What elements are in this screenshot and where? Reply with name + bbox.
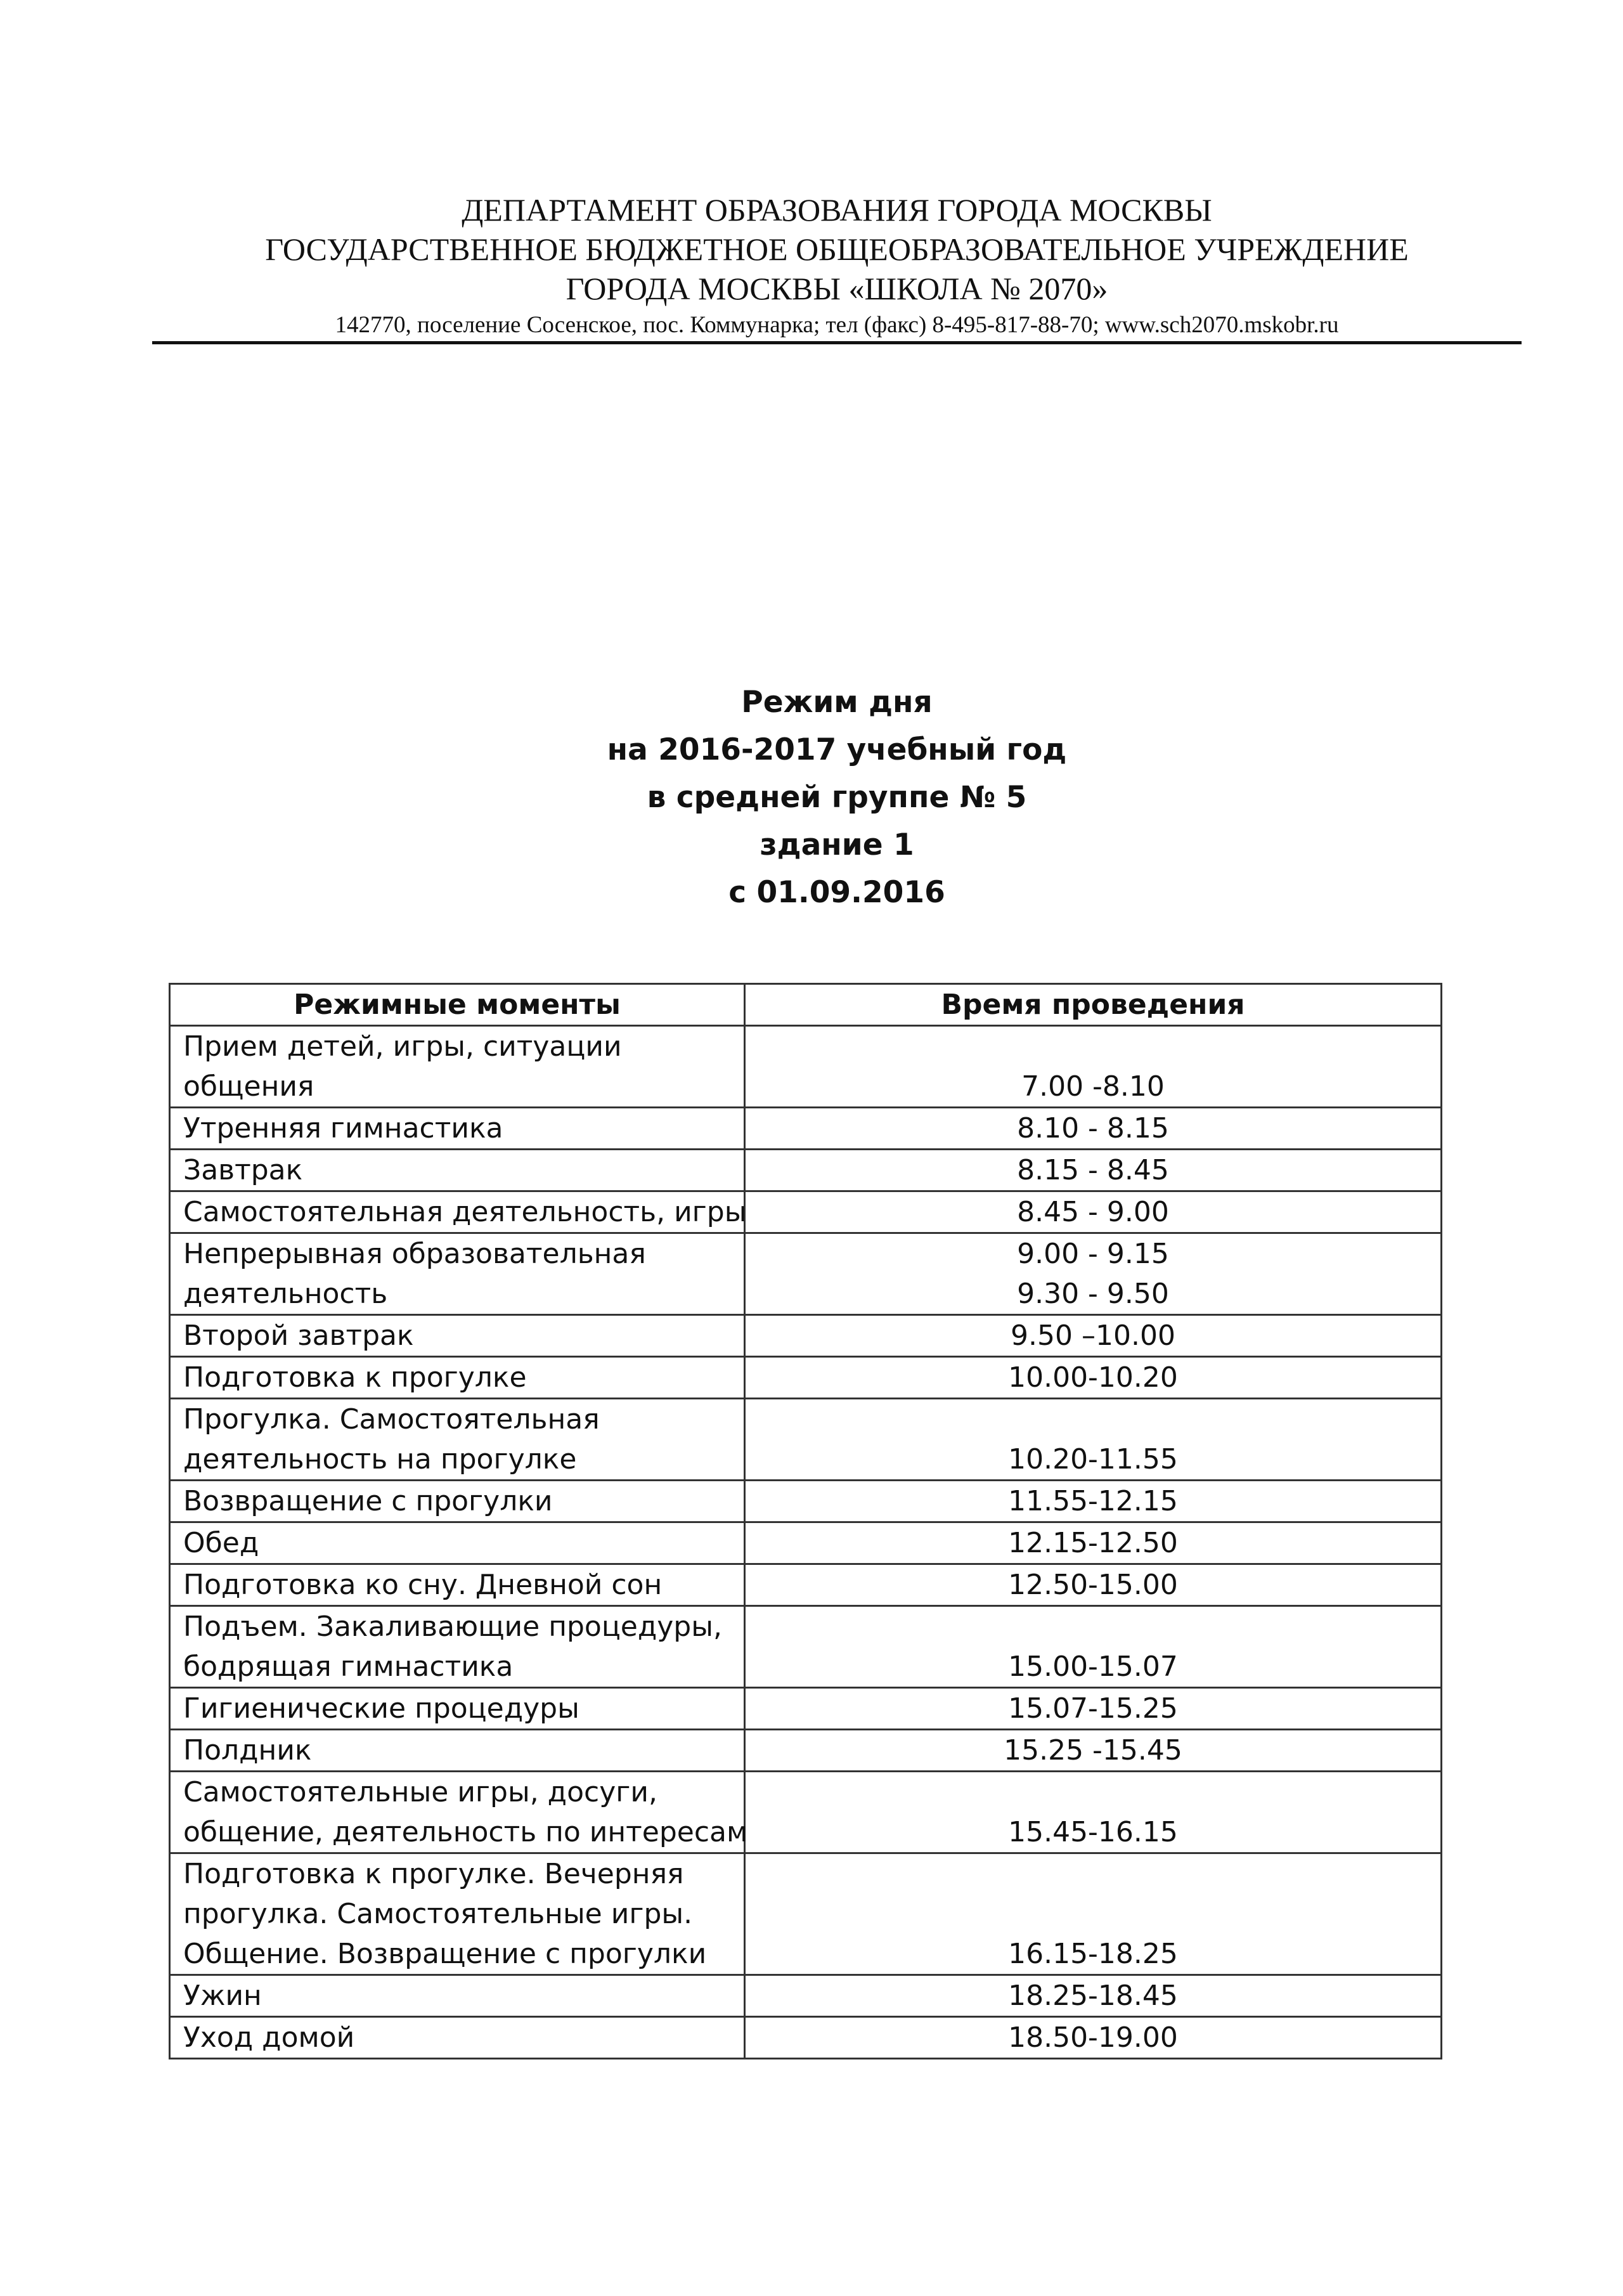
activity-text: Непрерывная образовательная [183, 1238, 646, 1270]
title-line-3: в средней группе № 5 [647, 780, 1027, 815]
time-cell [745, 1191, 1442, 1233]
table-row [170, 1191, 1442, 1233]
activity-text: Общение. Возвращение с прогулки [183, 1938, 707, 1970]
activity-cell [170, 1522, 745, 1564]
activity-cell [170, 1772, 748, 1853]
time-text: 9.30 - 9.50 [1017, 1278, 1169, 1310]
activity-cell [170, 1564, 745, 1606]
table-row [170, 1399, 1442, 1481]
letterhead [152, 190, 1522, 341]
activity-cell [170, 1606, 745, 1688]
time-cell [745, 1730, 1442, 1772]
time-text: 15.00-15.07 [1008, 1651, 1178, 1683]
time-cell [745, 1606, 1442, 1688]
time-cell [745, 1399, 1442, 1481]
time-text: 16.15-18.25 [1008, 1938, 1178, 1970]
time-cell [745, 1975, 1442, 2017]
table-row [170, 1606, 1442, 1688]
activity-text: Завтрак [183, 1154, 303, 1186]
time-cell [745, 1026, 1442, 1108]
time-cell [745, 1481, 1442, 1522]
table-row [170, 1108, 1442, 1150]
activity-text: Самостоятельная деятельность, игры [183, 1196, 747, 1228]
time-cell [745, 1108, 1442, 1150]
time-text: 12.50-15.00 [1008, 1569, 1178, 1601]
activity-text: Утренняя гимнастика [183, 1112, 503, 1145]
activity-text: Ужин [183, 1980, 262, 2012]
activity-cell [170, 2017, 745, 2059]
activity-cell [170, 1315, 745, 1357]
letterhead-divider [152, 341, 1522, 344]
time-text: 9.50 –10.00 [1011, 1320, 1175, 1352]
time-text: 8.15 - 8.45 [1017, 1154, 1169, 1186]
institution-name: ГОСУДАРСТВЕННОЕ БЮДЖЕТНОЕ ОБЩЕОБРАЗОВАТЕЛЬНОЕ УЧРЕЖДЕНИЕ [265, 231, 1409, 267]
title-line-2: на 2016-2017 учебный год [607, 732, 1067, 767]
time-cell [745, 1853, 1442, 1975]
time-cell [745, 1233, 1442, 1315]
time-text: 9.00 - 9.15 [1017, 1238, 1169, 1270]
table-row [170, 1357, 1442, 1399]
time-text: 8.10 - 8.15 [1017, 1112, 1169, 1145]
activity-text: деятельность [183, 1278, 388, 1310]
activity-text: Прием детей, игры, ситуации [183, 1030, 622, 1063]
activity-text: общение, деятельность по интересам [183, 1816, 748, 1848]
table-row [170, 1975, 1442, 2017]
table-row [170, 1730, 1442, 1772]
activity-cell [170, 1481, 745, 1522]
activity-text: Второй завтрак [183, 1320, 414, 1352]
time-text: 10.00-10.20 [1008, 1361, 1178, 1394]
activity-cell [170, 1688, 745, 1730]
activity-text: Полдник [183, 1734, 312, 1767]
activity-cell [170, 1399, 745, 1481]
activity-text: Подъем. Закаливающие процедуры, [183, 1611, 722, 1643]
activity-text: Обед [183, 1527, 259, 1559]
activity-cell [170, 1108, 745, 1150]
activity-cell [170, 1730, 745, 1772]
table-row [170, 1026, 1442, 1108]
time-cell [745, 1772, 1442, 1853]
activity-cell [170, 1357, 745, 1399]
table-row [170, 1688, 1442, 1730]
title-line-1: Режим дня [741, 685, 933, 720]
time-text: 7.00 -8.10 [1021, 1070, 1165, 1103]
activity-text: Уход домой [183, 2021, 355, 2054]
school-address: 142770, поселение Сосенское, пос. Коммунарка; тел (факс) 8-495-817-88-70; www.sch2070.mskobr.ru [335, 312, 1339, 338]
activity-text: общения [183, 1070, 314, 1103]
table-row [170, 2017, 1442, 2059]
activity-cell [170, 1150, 745, 1191]
schedule-header-row [170, 984, 1442, 1026]
table-row [170, 1772, 1442, 1853]
time-text: 8.45 - 9.00 [1017, 1196, 1169, 1228]
activity-text: Подготовка к прогулке [183, 1361, 527, 1394]
time-cell [745, 1315, 1442, 1357]
title-line-4: здание 1 [760, 827, 914, 862]
table-row [170, 1853, 1442, 1975]
time-text: 18.25-18.45 [1008, 1980, 1178, 2012]
table-row [170, 1564, 1442, 1606]
table-row [170, 1150, 1442, 1191]
activity-cell [170, 1975, 745, 2017]
table-row [170, 1315, 1442, 1357]
time-text: 11.55-12.15 [1008, 1485, 1178, 1517]
activity-cell [170, 1026, 745, 1108]
activity-text: прогулка. Самостоятельные игры. [183, 1898, 693, 1930]
activity-text: Подготовка ко сну. Дневной сон [183, 1569, 663, 1601]
department-name: ДЕПАРТАМЕНТ ОБРАЗОВАНИЯ ГОРОДА МОСКВЫ [462, 192, 1212, 228]
activity-text: бодрящая гимнастика [183, 1651, 514, 1683]
header-activity: Режимные моменты [170, 984, 745, 1026]
schedule-table [169, 983, 1442, 2059]
time-text: 18.50-19.00 [1008, 2021, 1178, 2054]
time-text: 12.15-12.50 [1008, 1527, 1178, 1559]
activity-text: Подготовка к прогулке. Вечерняя [183, 1858, 684, 1890]
time-text: 15.07-15.25 [1008, 1692, 1178, 1725]
time-text: 15.45-16.15 [1008, 1816, 1178, 1848]
time-text: 10.20-11.55 [1008, 1443, 1178, 1476]
table-row [170, 1481, 1442, 1522]
time-cell [745, 1522, 1442, 1564]
document-title [152, 678, 1522, 916]
activity-text: деятельность на прогулке [183, 1443, 577, 1476]
activity-cell [170, 1233, 745, 1315]
title-line-5: с 01.09.2016 [728, 875, 945, 910]
activity-text: Самостоятельные игры, досуги, [183, 1776, 657, 1808]
activity-text: Возвращение с прогулки [183, 1485, 553, 1517]
time-text: 15.25 -15.45 [1004, 1734, 1182, 1767]
school-name: ГОРОДА МОСКВЫ «ШКОЛА № 2070» [566, 271, 1108, 306]
table-row [170, 1233, 1442, 1315]
activity-cell [170, 1191, 745, 1233]
table-row [170, 1522, 1442, 1564]
schedule-body [170, 1026, 1442, 2059]
header-time: Время проведения [745, 984, 1442, 1026]
activity-text: Гигиенические процедуры [183, 1692, 579, 1725]
activity-text: Прогулка. Самостоятельная [183, 1403, 600, 1436]
time-cell [745, 1357, 1442, 1399]
time-cell [745, 1688, 1442, 1730]
time-cell [745, 2017, 1442, 2059]
activity-cell [170, 1853, 745, 1975]
time-cell [745, 1564, 1442, 1606]
time-cell [745, 1150, 1442, 1191]
